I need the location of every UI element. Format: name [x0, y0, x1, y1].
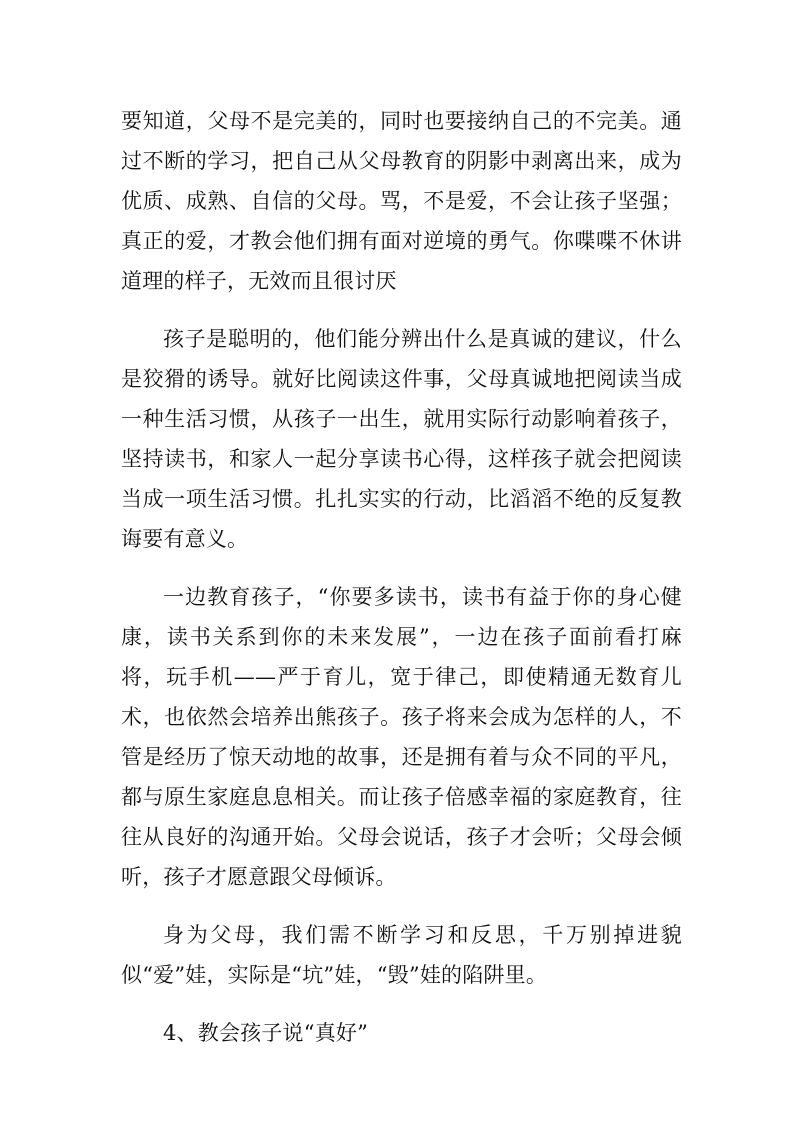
paragraph-3: 一边教育孩子，“你要多读书，读书有益于你的身心健康，读书关系到你的未来发展”，一边在孩子面前看打麻将，玩手机——严于育儿，宽于律己，即使精通无数育儿术，也依然会培养出熊孩子。孩子将来会成为怎样的人，不管是经历了惊天动地的故事，还是拥有着与众不同的平凡，都与原生家庭息息相关。而让孩子倍感幸福的家庭教育，往往从良好的沟通开始。父母会说话，孩子才会听；父母会倾听，孩子才愿意跟父母倾诉。: [121, 585, 682, 889]
paragraph-4: 身为父母，我们需不断学习和反思，千万别掉进貌似“爱”娃，实际是“坑”娃，“毁”娃的陷阱里。: [121, 923, 682, 987]
document-body: [121, 101, 682, 1071]
paragraph-2: 孩子是聪明的，他们能分辨出什么是真诚的建议，什么是狡猾的诱导。就好比阅读这件事，父母真诚地把阅读当成一种生活习惯，从孩子一出生，就用实际行动影响着孩子，坚持读书，和家人一起分享读书心得，这样孩子就会把阅读当成一项生活习惯。扎扎实实的行动，比滔滔不绝的反复教诲要有意义。: [121, 327, 682, 551]
section-heading: 4、教会孩子说“真好”: [163, 1021, 369, 1045]
paragraph-1: 要知道，父母不是完美的，同时也要接纳自己的不完美。通过不断的学习，把自己从父母教育的阴影中剥离出来，成为优质、成熟、自信的父母。骂，不是爱，不会让孩子坚强；真正的爱，才教会他们拥有面对逆境的勇气。你喋喋不休讲道理的样子，无效而且很讨厌: [121, 109, 682, 293]
